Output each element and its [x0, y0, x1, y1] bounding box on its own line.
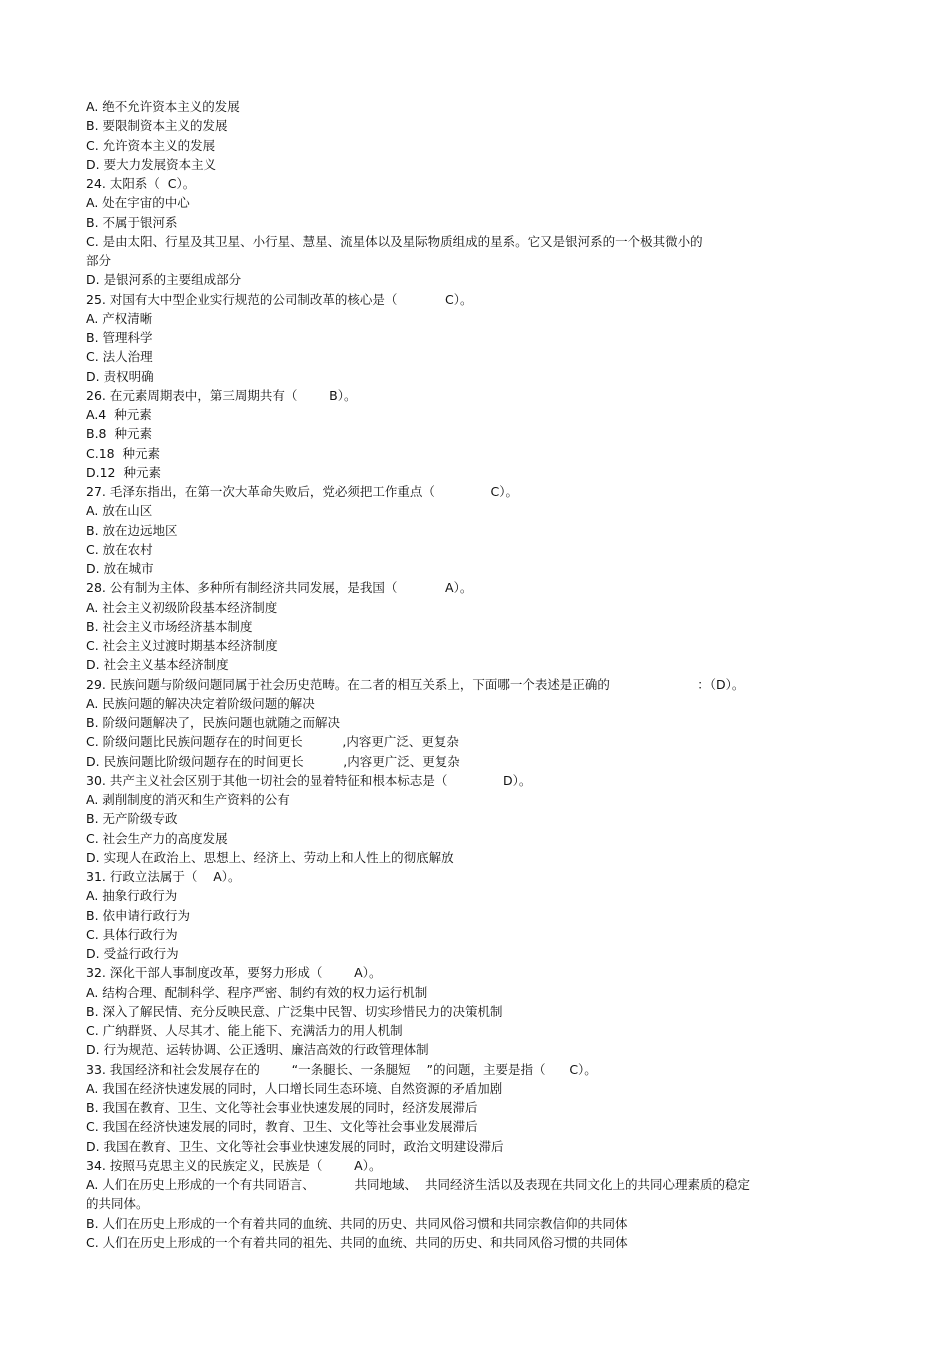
text-line: B. 无产阶级专政 — [86, 811, 178, 827]
text-line: C. 广纳群贤、人尽其才、能上能下、充满活力的用人机制 — [86, 1023, 403, 1038]
text-line: 25. 对国有大中型企业实行规范的公司制改革的核心是（ C）。 — [86, 291, 473, 307]
text-line: D. 责权明确 — [86, 368, 154, 384]
text-line: A. 处在宇宙的中心 — [86, 195, 190, 211]
text-line: B. 社会主义市场经济基本制度 — [86, 618, 253, 634]
text-line: A. 抽象行政行为 — [86, 888, 178, 904]
text-line: 的共同体。 — [86, 1196, 149, 1212]
text-line: C. 是由太阳、行星及其卫星、小行星、慧星、流星体以及星际物质组成的星系。它又是银河系的一个极其微小的 — [86, 233, 703, 249]
text-line: A. 民族问题的解决决定着阶级问题的解决 — [86, 695, 315, 711]
text-line: D. 实现人在政治上、思想上、经济上、劳动上和人性上的彻底解放 — [86, 849, 454, 865]
text-line: B. 不属于银河系 — [86, 214, 178, 230]
text-line: B. 深入了解民情、充分反映民意、广泛集中民智、切实珍惜民力的决策机制 — [86, 1003, 503, 1019]
text-line: C. 允许资本主义的发展 — [86, 137, 216, 153]
text-line: C. 具体行政行为 — [86, 926, 178, 942]
text-line: C. 法人治理 — [86, 349, 153, 365]
text-line: A. 社会主义初级阶段基本经济制度 — [86, 599, 278, 615]
text-line: A.4 种元素 — [86, 407, 152, 422]
text-line: D. 行为规范、运转协调、公正透明、廉洁高效的行政管理体制 — [86, 1042, 429, 1058]
text-line: D.12 种元素 — [86, 464, 161, 480]
text-line: A. 人们在历史上形成的一个有共同语言、 共同地域、 共同经济生活以及表现在共同文化上的共同心理素质的稳定 — [86, 1177, 750, 1192]
text-line: A. 产权清晰 — [86, 310, 153, 326]
text-line: B. 要限制资本主义的发展 — [86, 118, 228, 134]
text-line: C. 人们在历史上形成的一个有着共同的祖先、共同的血统、共同的历史、和共同风俗习惯的共同体 — [86, 1234, 628, 1250]
text-line: B. 管理科学 — [86, 330, 153, 345]
text-line: 29. 民族问题与阶级问题同属于社会历史范畴。在二者的相互关系上，下面哪一个表述是正确的 ：（D）。 — [86, 676, 745, 692]
text-line: A. 剥削制度的消灭和生产资料的公有 — [86, 792, 290, 807]
text-line: C. 社会主义过渡时期基本经济制度 — [86, 638, 278, 653]
text-line: B. 人们在历史上形成的一个有着共同的血统、共同的历史、共同风俗习惯和共同宗教信仰的共同体 — [86, 1215, 628, 1231]
text-line: 28. 公有制为主体、多种所有制经济共同发展，是我国（ A）。 — [86, 580, 473, 596]
text-line: 32. 深化干部人事制度改革，要努力形成（ A）。 — [86, 965, 382, 981]
text-line: D. 社会主义基本经济制度 — [86, 657, 229, 673]
text-line: B. 依申请行政行为 — [86, 907, 191, 923]
text-line: 27. 毛泽东指出，在第一次大革命失败后，党必须把工作重点（ C）。 — [86, 484, 518, 499]
text-line: D. 受益行政行为 — [86, 946, 179, 961]
text-line: 24. 太阳系（ C）。 — [86, 176, 196, 191]
text-line: B. 放在边远地区 — [86, 522, 178, 538]
text-line: 26. 在元素周期表中，第三周期共有（ B）。 — [86, 387, 357, 403]
text-line: D. 要大力发展资本主义 — [86, 156, 217, 172]
text-line: D. 放在城市 — [86, 561, 154, 576]
text-line: B. 我国在教育、卫生、文化等社会事业快速发展的同时，经济发展滞后 — [86, 1100, 478, 1115]
text-line: C. 放在农村 — [86, 541, 153, 557]
text-line: C. 社会生产力的高度发展 — [86, 830, 228, 846]
text-line: D. 我国在教育、卫生、文化等社会事业快速发展的同时，政治文明建设滞后 — [86, 1138, 504, 1154]
text-line: A. 放在山区 — [86, 503, 153, 519]
text-line: B.8 种元素 — [86, 426, 152, 442]
text-line: A. 绝不允许资本主义的发展 — [86, 99, 240, 114]
text-line: 31. 行政立法属于（ A）。 — [86, 869, 241, 884]
text-line: C. 我国在经济快速发展的同时，教育、卫生、文化等社会事业发展滞后 — [86, 1119, 478, 1135]
text-line: D. 是银河系的主要组成部分 — [86, 272, 242, 288]
text-line: A. 我国在经济快速发展的同时，人口增长同生态环境、自然资源的矛盾加剧 — [86, 1080, 503, 1096]
text-line: C. 阶级问题比民族问题存在的时间更长 ,内容更广泛、更复杂 — [86, 734, 459, 750]
text-line: C.18 种元素 — [86, 445, 161, 461]
document-page — [86, 97, 826, 1252]
text-line: D. 民族问题比阶级问题存在的时间更长 ,内容更广泛、更复杂 — [86, 753, 460, 769]
text-line: 部分 — [86, 253, 112, 268]
text-line: B. 阶级问题解决了，民族问题也就随之而解决 — [86, 715, 341, 730]
text-line: A. 结构合理、配制科学、程序严密、制约有效的权力运行机制 — [86, 984, 428, 1000]
text-line: 33. 我国经济和社会发展存在的 “一条腿长、一条腿短 ”的问题，主要是指（ C）。 — [86, 1061, 597, 1077]
text-line: 34. 按照马克思主义的民族定义，民族是（ A）。 — [86, 1157, 382, 1173]
text-line: 30. 共产主义社会区别于其他一切社会的显着特征和根本标志是（ D）。 — [86, 772, 532, 788]
